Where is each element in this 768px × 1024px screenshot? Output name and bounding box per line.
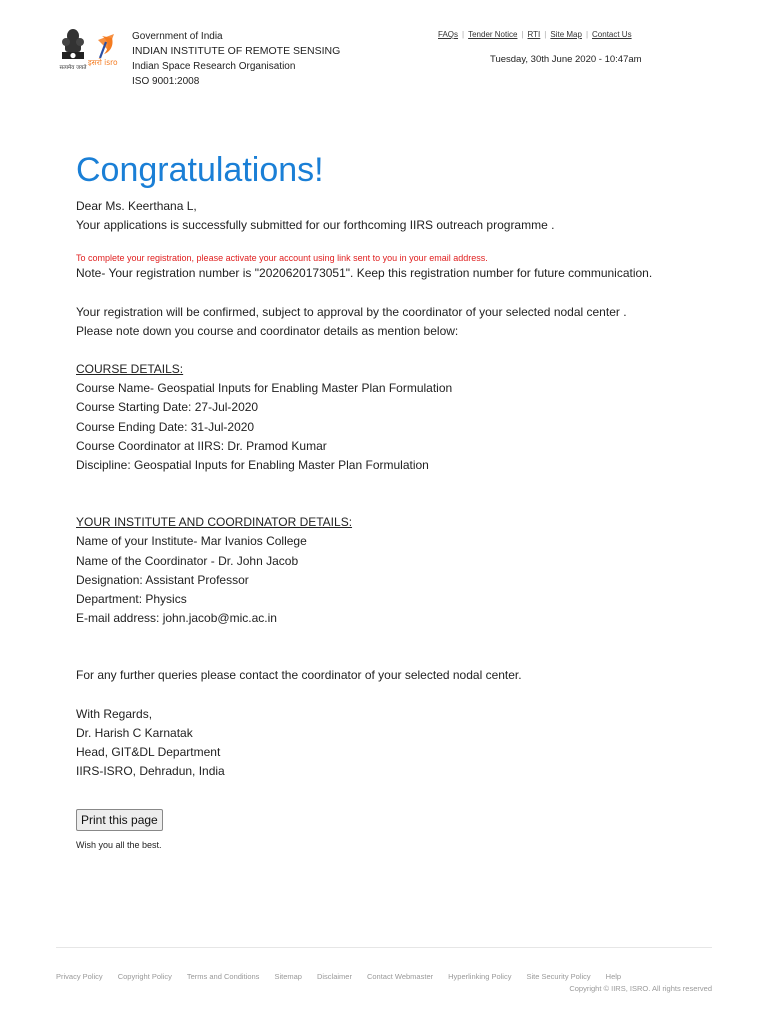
registration-note: Note- Your registration number is "2020620173051". Keep this registration number for future communication. bbox=[76, 266, 653, 281]
instruction-line: Please note down you course and coordinator details as mention below: bbox=[76, 323, 459, 338]
org-line-iso: ISO 9001:2008 bbox=[132, 76, 200, 87]
contact-us-link[interactable]: Contact Us bbox=[592, 30, 632, 39]
activation-notice: To complete your registration, please activate your account using link sent to you in your email address. bbox=[76, 253, 488, 264]
footer-link-privacy-policy[interactable]: Privacy Policy bbox=[56, 972, 103, 981]
submission-message: Your applications is successfully submitted for our forthcoming IIRS outreach programme . bbox=[76, 218, 555, 233]
current-datetime: Tuesday, 30th June 2020 - 10:47am bbox=[490, 54, 642, 65]
organisation-block bbox=[132, 29, 340, 89]
course-details-heading: COURSE DETAILS: bbox=[76, 362, 184, 377]
wish-message: Wish you all the best. bbox=[76, 840, 162, 851]
org-line-govt: Government of India bbox=[132, 31, 223, 42]
footer-link-terms-and-conditions[interactable]: Terms and Conditions bbox=[186, 972, 260, 981]
confirmation-line: Your registration will be confirmed, subject to approval by the coordinator of your selected nodal center . bbox=[76, 304, 627, 319]
site-header bbox=[0, 0, 768, 100]
emblem-caption: सत्यमेव जयते bbox=[59, 65, 87, 71]
footer-link-help[interactable]: Help bbox=[605, 972, 622, 981]
signature-title: Head, GIT&DL Department bbox=[76, 745, 221, 760]
link-separator: | bbox=[585, 30, 589, 39]
org-line-institute: INDIAN INSTITUTE OF REMOTE SENSING bbox=[132, 45, 341, 57]
rti-link[interactable]: RTI bbox=[527, 30, 541, 39]
queries-message: For any further queries please contact the coordinator of your selected nodal center. bbox=[76, 668, 522, 683]
spacer bbox=[76, 341, 716, 360]
link-separator: | bbox=[521, 30, 524, 39]
link-separator: | bbox=[544, 30, 547, 39]
course-discipline: Discipline: Geospatial Inputs for Enabling Master Plan Formulation bbox=[76, 458, 429, 473]
link-separator: | bbox=[462, 30, 465, 39]
faqs-link[interactable]: FAQs bbox=[438, 30, 459, 39]
footer-link-site-security-policy[interactable]: Site Security Policy bbox=[526, 972, 591, 981]
print-page-button[interactable]: Print this page bbox=[76, 809, 163, 831]
footer-link-hyperlinking-policy[interactable]: Hyperlinking Policy bbox=[448, 972, 512, 981]
course-end-date: Course Ending Date: 31-Jul-2020 bbox=[76, 419, 255, 434]
coordinator-email: E-mail address: john.jacob@mic.ac.in bbox=[76, 611, 277, 626]
footer-link-disclaimer[interactable]: Disclaimer bbox=[316, 972, 352, 981]
copyright-notice: Copyright © IIRS, ISRO. All rights reserved bbox=[569, 984, 712, 993]
course-name: Course Name- Geospatial Inputs for Enabling Master Plan Formulation bbox=[76, 381, 453, 396]
coordinator-designation: Designation: Assistant Professor bbox=[76, 572, 249, 587]
course-coordinator: Course Coordinator at IIRS: Dr. Pramod Kumar bbox=[76, 438, 327, 453]
tender-notice-link[interactable]: Tender Notice bbox=[468, 30, 518, 39]
signature-name: Dr. Harish C Karnatak bbox=[76, 725, 193, 740]
signature-regards: With Regards, bbox=[76, 706, 153, 721]
greeting: Dear Ms. Keerthana L, bbox=[76, 199, 197, 213]
org-line-isro: Indian Space Research Organisation bbox=[132, 61, 296, 72]
institute-name: Name of your Institute- Mar Ivanios College bbox=[76, 534, 307, 549]
spacer bbox=[76, 284, 716, 303]
spacer bbox=[76, 686, 716, 705]
national-emblem-icon bbox=[56, 28, 90, 74]
isro-logo-icon bbox=[88, 32, 130, 72]
confirmation-content bbox=[76, 150, 716, 851]
spacer bbox=[76, 475, 716, 513]
course-start-date: Course Starting Date: 27-Jul-2020 bbox=[76, 400, 259, 415]
coordinator-department: Department: Physics bbox=[76, 592, 187, 607]
signature-location: IIRS-ISRO, Dehradun, India bbox=[76, 764, 225, 779]
isro-logo-text: इसरो isro bbox=[88, 58, 118, 67]
spacer bbox=[76, 628, 716, 666]
top-links bbox=[438, 30, 632, 39]
footer-link-copyright-policy[interactable]: Copyright Policy bbox=[117, 972, 172, 981]
site-map-link[interactable]: Site Map bbox=[550, 30, 582, 39]
footer-link-contact-webmaster[interactable]: Contact Webmaster bbox=[366, 972, 434, 981]
page-title: Congratulations! bbox=[76, 151, 324, 189]
footer-link-sitemap[interactable]: Sitemap bbox=[274, 972, 302, 981]
coordinator-name: Name of the Coordinator - Dr. John Jacob bbox=[76, 553, 299, 568]
footer-divider bbox=[56, 947, 712, 948]
footer-links bbox=[56, 972, 636, 981]
institute-details-heading: YOUR INSTITUTE AND COORDINATOR DETAILS: bbox=[76, 515, 353, 530]
